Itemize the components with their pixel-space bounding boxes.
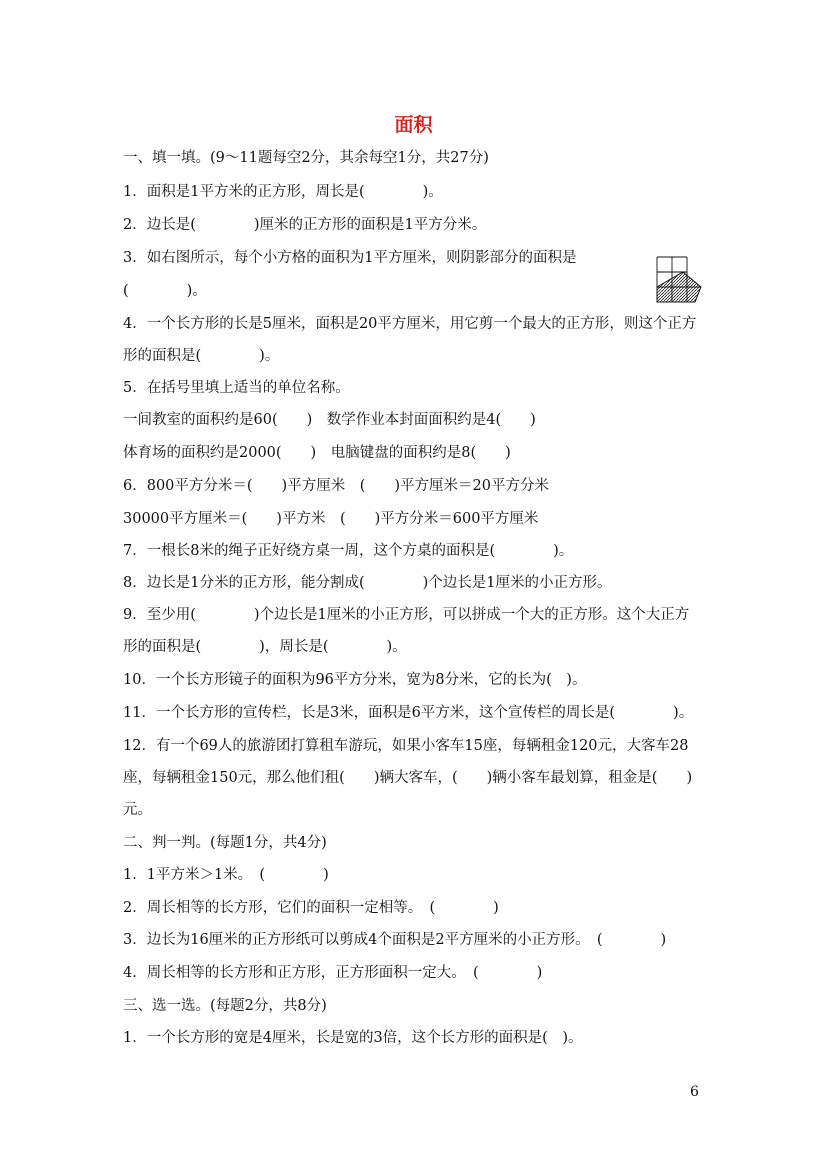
section-3-heading: 三、选一选。(每题2分，共8分) [123, 998, 327, 1014]
question-1-6-row-1: 6．800平方分米＝( )平方厘米 ( )平方厘米＝20平方分米 [123, 478, 549, 494]
question-1-9: 9．至少用( )个边长是1厘米的小正方形，可以拼成一个大的正方形。这个大正方 [123, 607, 690, 623]
question-3-1: 1．一个长方形的宽是4厘米，长是宽的3倍，这个长方形的面积是( )。 [123, 1030, 583, 1046]
question-1-4-cont: 形的面积是( )。 [123, 348, 280, 364]
question-2-3: 3．边长为16厘米的正方形纸可以剪成4个面积是2平方厘米的小正方形。 ( ) [123, 932, 667, 948]
page-title: 面积 [394, 114, 433, 136]
question-1-5: 5．在括号里填上适当的单位名称。 [123, 380, 350, 396]
question-1-9-cont: 形的面积是( )，周长是( )。 [123, 639, 407, 655]
question-1-4: 4．一个长方形的长是5厘米，面积是20平方厘米，用它剪一个最大的正方形，则这个正方 [123, 316, 697, 332]
question-1-2: 2．边长是( )厘米的正方形的面积是1平方分米。 [123, 217, 487, 233]
question-1-8: 8．边长是1分米的正方形，能分割成( )个边长是1厘米的小正方形。 [123, 575, 612, 591]
question-2-2: 2．周长相等的长方形，它们的面积一定相等。 ( ) [123, 900, 499, 916]
page-number: 6 [690, 1084, 699, 1100]
question-1-7: 7．一根长8米的绳子正好绕方桌一周，这个方桌的面积是( )。 [123, 543, 574, 559]
question-1-6-row-2: 30000平方厘米＝( )平方米 ( )平方分米＝600平方厘米 [123, 511, 539, 527]
question-1-12-cont: 座，每辆租金150元，那么他们租( )辆大客车，( )辆小客车最划算，租金是( ) [123, 770, 693, 786]
question-1-3-cont: ( )。 [123, 283, 207, 299]
question-1-1: 1．面积是1平方米的正方形，周长是( )。 [123, 184, 443, 200]
question-1-5-row-1: 一间教室的面积约是60( ) 数学作业本封面面积约是4( ) [123, 412, 536, 428]
question-1-11: 11．一个长方形的宣传栏，长是3米，面积是6平方米，这个宣传栏的周长是( )。 [123, 705, 694, 721]
section-1-heading: 一、填一填。(9～11题每空2分，其余每空1分，共27分) [123, 150, 489, 166]
question-1-10: 10．一个长方形镜子的面积为96平方分米，宽为8分米，它的长为( )。 [123, 672, 587, 688]
grid-figure [655, 256, 705, 306]
question-1-12: 12．有一个69人的旅游团打算租车游玩，如果小客车15座，每辆租金120元，大客车28 [123, 738, 689, 754]
question-1-12-end: 元。 [123, 802, 152, 818]
question-2-4: 4．周长相等的长方形和正方形，正方形面积一定大。 ( ) [123, 965, 543, 981]
question-1-3: 3．如右图所示，每个小方格的面积为1平方厘米，则阴影部分的面积是 [123, 250, 577, 266]
question-2-1: 1．1平方米＞1米。 ( ) [123, 867, 329, 883]
section-2-heading: 二、判一判。(每题1分，共4分) [123, 835, 327, 851]
question-1-5-row-2: 体育场的面积约是2000( ) 电脑键盘的面积约是8( ) [123, 445, 511, 461]
